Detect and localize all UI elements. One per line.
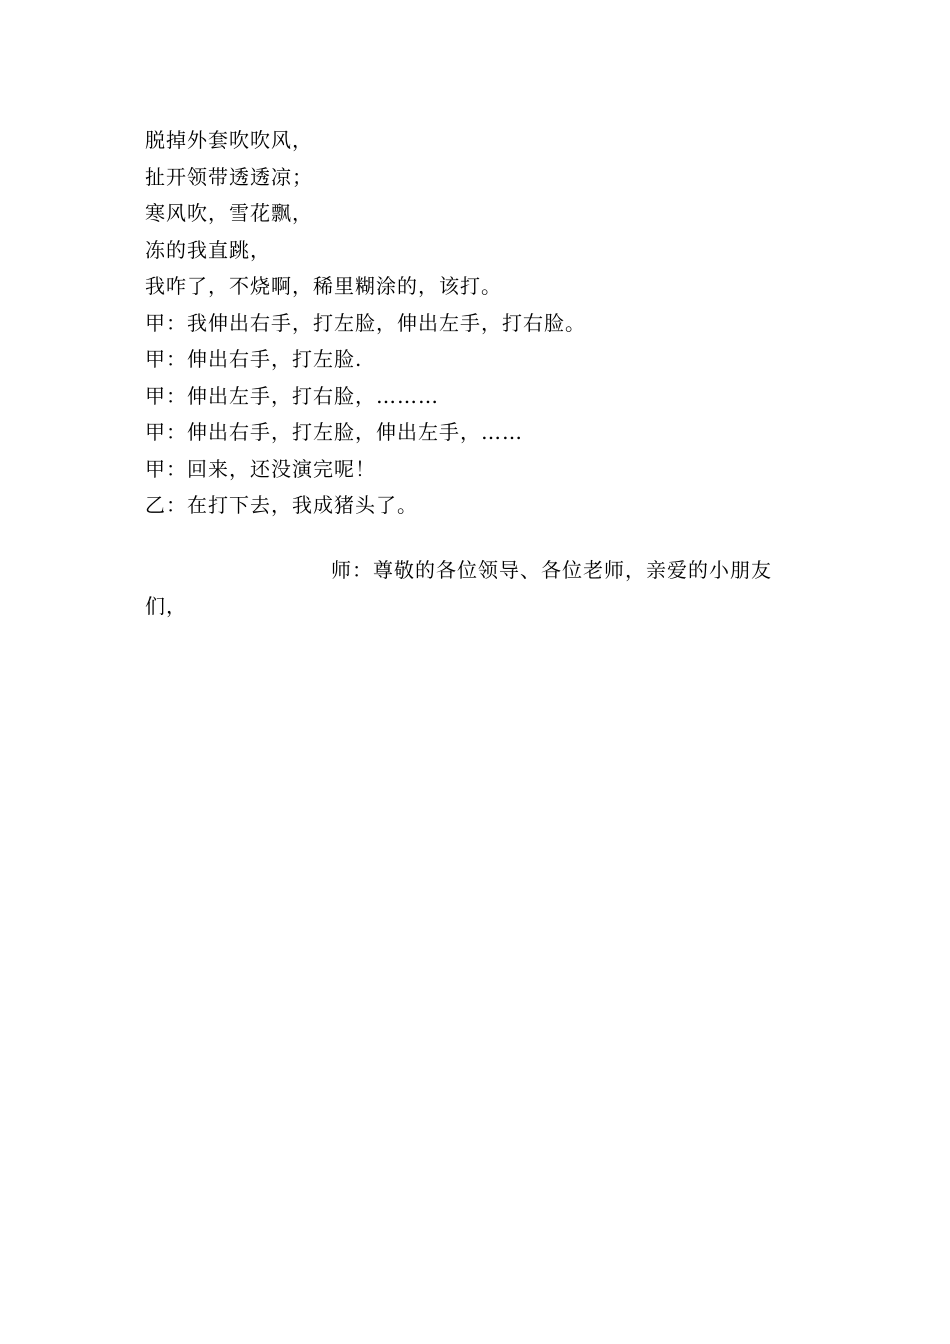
closing-paragraph-line-2: 们， bbox=[145, 594, 187, 618]
closing-paragraph-line-1 bbox=[145, 552, 825, 588]
text-line: 冻的我直跳， bbox=[145, 237, 271, 262]
dialogue-line: 甲：我伸出右手，打左脸，伸出左手，打右脸。 bbox=[145, 310, 586, 335]
text-line: 寒风吹，雪花飘， bbox=[145, 201, 313, 225]
script-lines bbox=[145, 122, 825, 524]
dialogue-line: 甲：伸出右手，打左脸. bbox=[145, 347, 363, 371]
dialogue-line: 甲：伸出左手，打右脸，……… bbox=[145, 383, 439, 408]
closing-paragraph bbox=[145, 552, 825, 624]
text-line: 我咋了，不烧啊，稀里糊涂的，该打。 bbox=[145, 274, 502, 298]
dialogue-line: 甲：回来，还没演完呢！ bbox=[145, 456, 376, 481]
text-line: 扯开领带透透凉； bbox=[145, 164, 313, 189]
text-line: 脱掉外套吹吹风， bbox=[145, 128, 313, 152]
dialogue-line: 乙：在打下去，我成猪头了。 bbox=[145, 493, 418, 517]
closing-paragraph-text: 师：尊敬的各位领导、各位老师，亲爱的小朋友 bbox=[331, 558, 772, 582]
dialogue-line: 甲：伸出右手，打左脸，伸出左手，…… bbox=[145, 420, 523, 444]
